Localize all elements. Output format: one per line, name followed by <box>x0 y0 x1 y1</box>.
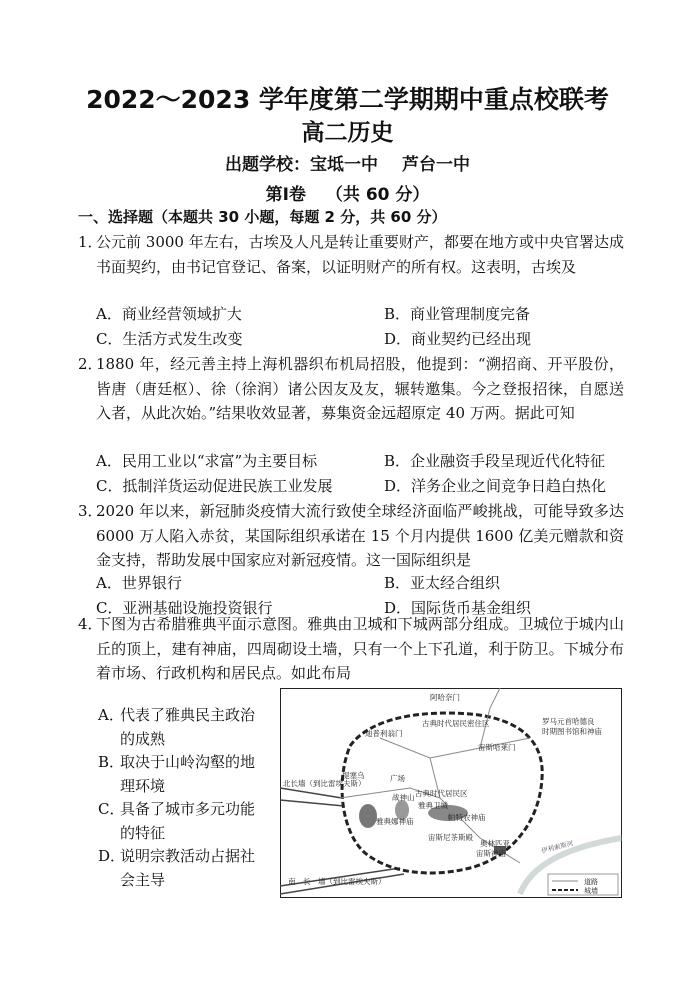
label-agora-hill: 提塞乌 <box>342 771 365 780</box>
label-olymp-temple: 宙斯尼茶斯殿 <box>428 833 473 842</box>
label-square: 广场 <box>390 774 405 783</box>
question-2 <box>78 352 624 426</box>
option-d[interactable]: D．商业契约已经出现 <box>384 329 532 348</box>
question-number: 2． <box>78 355 103 373</box>
label-areopagus: 战神山 <box>392 793 415 802</box>
athens-map <box>280 688 622 898</box>
question-stem: 公元前 3000 年左右，古埃及人凡是转让重要财产，都要在地方或中央官署达成书面契约，由书记官登记、备案，以证明财产的所有权。这表明，古埃及 <box>96 233 624 276</box>
option-a[interactable]: A．商业经营领域扩大 <box>96 305 242 323</box>
option-a[interactable]: A．世界银行 <box>96 574 182 592</box>
question-stem: 2020 年以来，新冠肺炎疫情大流行致使全球经济面临严峻挑战，可能导致多达 6000 万人陷入赤贫，某国际组织承诺在 15 个月内提供 1600 亿美元赠款和资金支持，帮助发展中国家应对新冠疫情。这一国际组织是 <box>96 502 624 569</box>
label-river: 伊利索斯河 <box>540 839 575 855</box>
label-roman-lib: 罗马元首哈德良 <box>542 717 595 726</box>
part-label: 第Ⅰ卷 <box>265 185 306 205</box>
exam-subject: 高二历史 <box>301 120 394 146</box>
option-b[interactable]: B． 取决于山岭沟壑的地理环境 <box>98 753 256 795</box>
label-res-area: 古典时代居民区 <box>415 789 468 798</box>
question-4-options <box>98 704 268 892</box>
label-acropolis: 雅典卫城 <box>418 801 448 810</box>
option-a[interactable]: A． 代表了雅典民主政治的成熟 <box>98 706 256 748</box>
option-d[interactable]: D． 说明宗教活动占据社会主导 <box>98 847 256 889</box>
label-long-wall-north: 北长墙（到比雷埃夫斯） <box>283 779 366 788</box>
option-b[interactable]: B．企业融资手段呈现近代化特征 <box>384 452 606 470</box>
option-d[interactable]: D．国际货币基金组织 <box>384 598 532 617</box>
option-c[interactable]: C．抵制洋货运动促进民族工业发展 <box>96 476 333 495</box>
school-2: 芦台一中 <box>402 155 470 175</box>
label-athena-temple: 雅典娜神庙 <box>376 817 414 826</box>
legend-wall-label: 城墙 <box>584 887 598 895</box>
label-zeus-gate: 宙斯哈莱门 <box>478 743 516 752</box>
legend-road-label: 道路 <box>584 878 598 886</box>
athens-map-svg <box>280 688 622 898</box>
section-title: 一、选择题（本题共 30 小题，每题 2 分，共 60 分） <box>78 208 447 226</box>
label-parthenon: 帕特农神庙 <box>448 813 486 822</box>
option-d[interactable]: D．洋务企业之间竞争日趋白热化 <box>384 476 607 495</box>
option-c[interactable]: C． 具备了城市多元功能的特征 <box>98 800 256 842</box>
hill-shape <box>359 804 377 828</box>
label-roman-lib-2: 时期图书馆和神庙 <box>542 727 602 736</box>
question-stem: 1880 年，经元善主持上海机器织布机局招股，他提到：“溯招商、开平股份，皆唐（唐廷枢）、徐（徐润）诸公因友及友，辗转邀集。今之登报招徕，自愿送入者，从此次始。”结果收效显著，募集资金远超原定 40 万两。据此可知 <box>96 355 624 422</box>
question-number: 1． <box>78 233 103 251</box>
question-1-options <box>96 303 636 352</box>
question-3 <box>78 499 624 573</box>
question-4 <box>78 612 624 686</box>
label-classical-res: 古典时代居民密住区 <box>422 719 490 728</box>
school-1: 出题学校：宝坻一中 <box>225 155 378 175</box>
part-score: （共 60 分） <box>325 185 430 205</box>
question-number: 3． <box>78 502 103 520</box>
option-c[interactable]: C．生活方式发生改变 <box>96 329 243 348</box>
option-c[interactable]: C．亚洲基础设施投资银行 <box>96 598 273 617</box>
exam-title: 2022～2023 学年度第二学期期中重点校联考 <box>86 85 609 114</box>
label-zeus-temple: 宙斯神庙 <box>476 849 506 858</box>
label-gate-top: 阿哈奈门 <box>430 693 460 702</box>
question-number: 4． <box>78 615 103 633</box>
label-dipylon: 迪普利翁门 <box>365 729 403 738</box>
option-b[interactable]: B．商业管理制度完备 <box>384 305 531 323</box>
label-long-wall-south: 南 长 墙（到比雷埃夫斯） <box>288 877 386 886</box>
label-olympia: 奥林匹亚 <box>480 839 510 848</box>
exam-part <box>0 180 695 205</box>
question-1 <box>78 230 624 279</box>
question-stem: 下图为古希腊雅典平面示意图。雅典由卫城和下城两部分组成。卫城位于城内山丘的顶上，建有神庙，四周砌设土墙，只有一个上下孔道，利于防卫。下城分布着市场、行政机构和居民点。如此布局 <box>96 615 624 682</box>
map-legend <box>548 874 618 895</box>
question-2-options <box>96 450 636 499</box>
exam-schools <box>0 150 695 175</box>
option-b[interactable]: B．亚太经合组织 <box>384 574 501 592</box>
option-a[interactable]: A．民用工业以“求富”为主要目标 <box>96 452 318 470</box>
